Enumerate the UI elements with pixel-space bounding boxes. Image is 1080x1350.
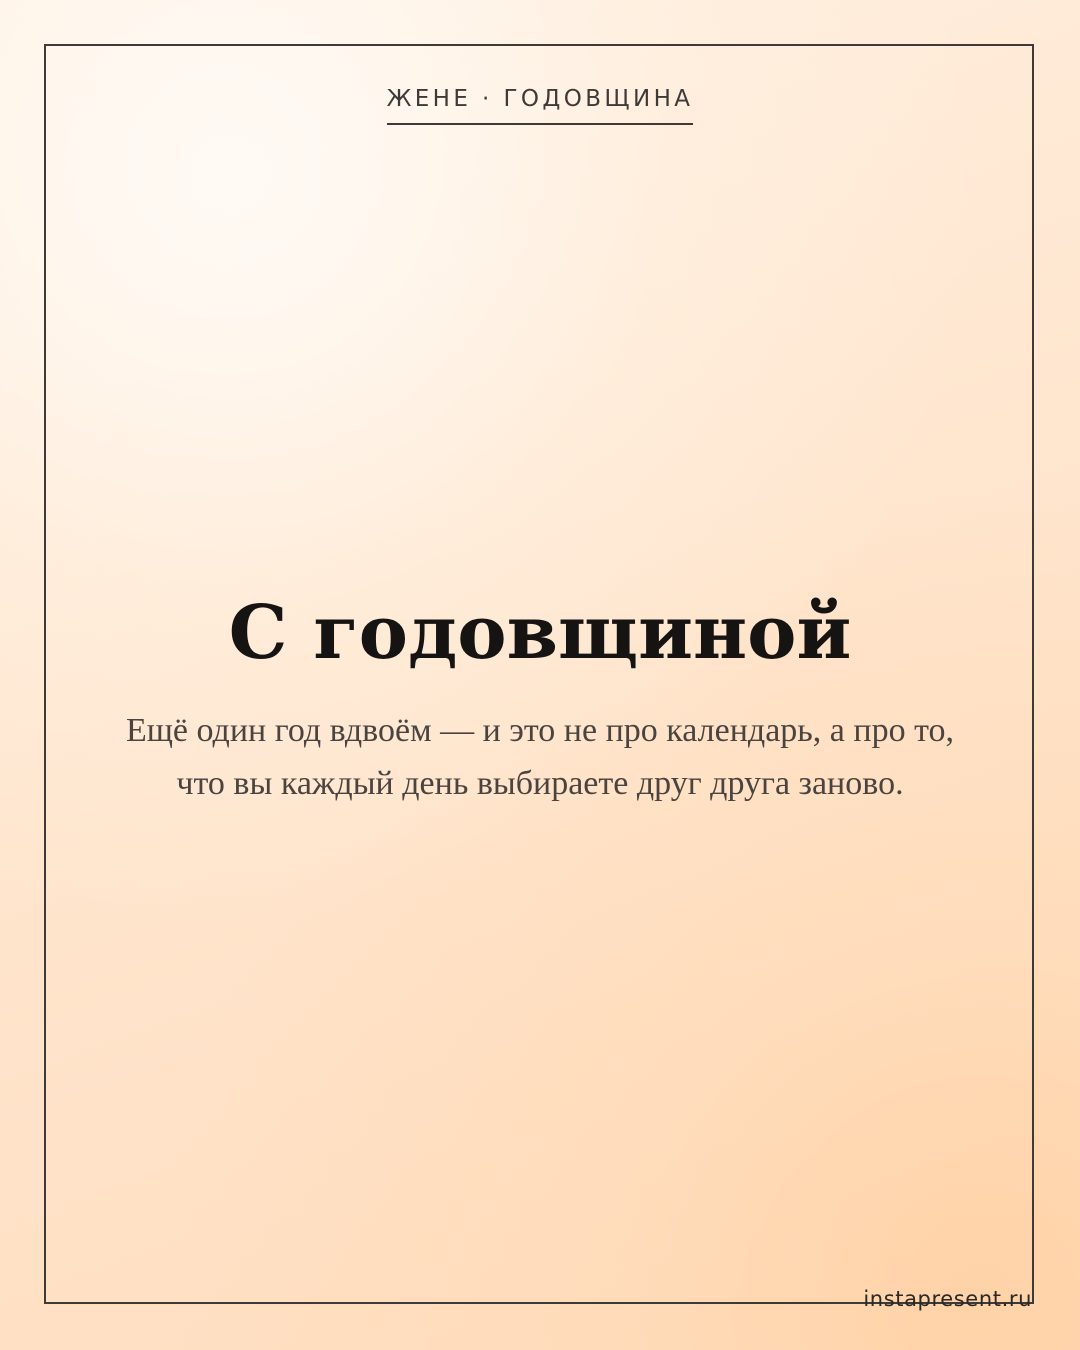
card-kicker	[0, 86, 1080, 125]
card-message: Ещё один год вдвоём — и это не про календарь, а про то, что вы каждый день выбираете друг друга заново.	[125, 712, 955, 802]
card-title: С годовщиной	[228, 590, 852, 676]
card-kicker-text: ЖЕНЕ · ГОДОВЩИНА	[387, 86, 694, 125]
watermark: instapresent.ru	[863, 1287, 1032, 1311]
